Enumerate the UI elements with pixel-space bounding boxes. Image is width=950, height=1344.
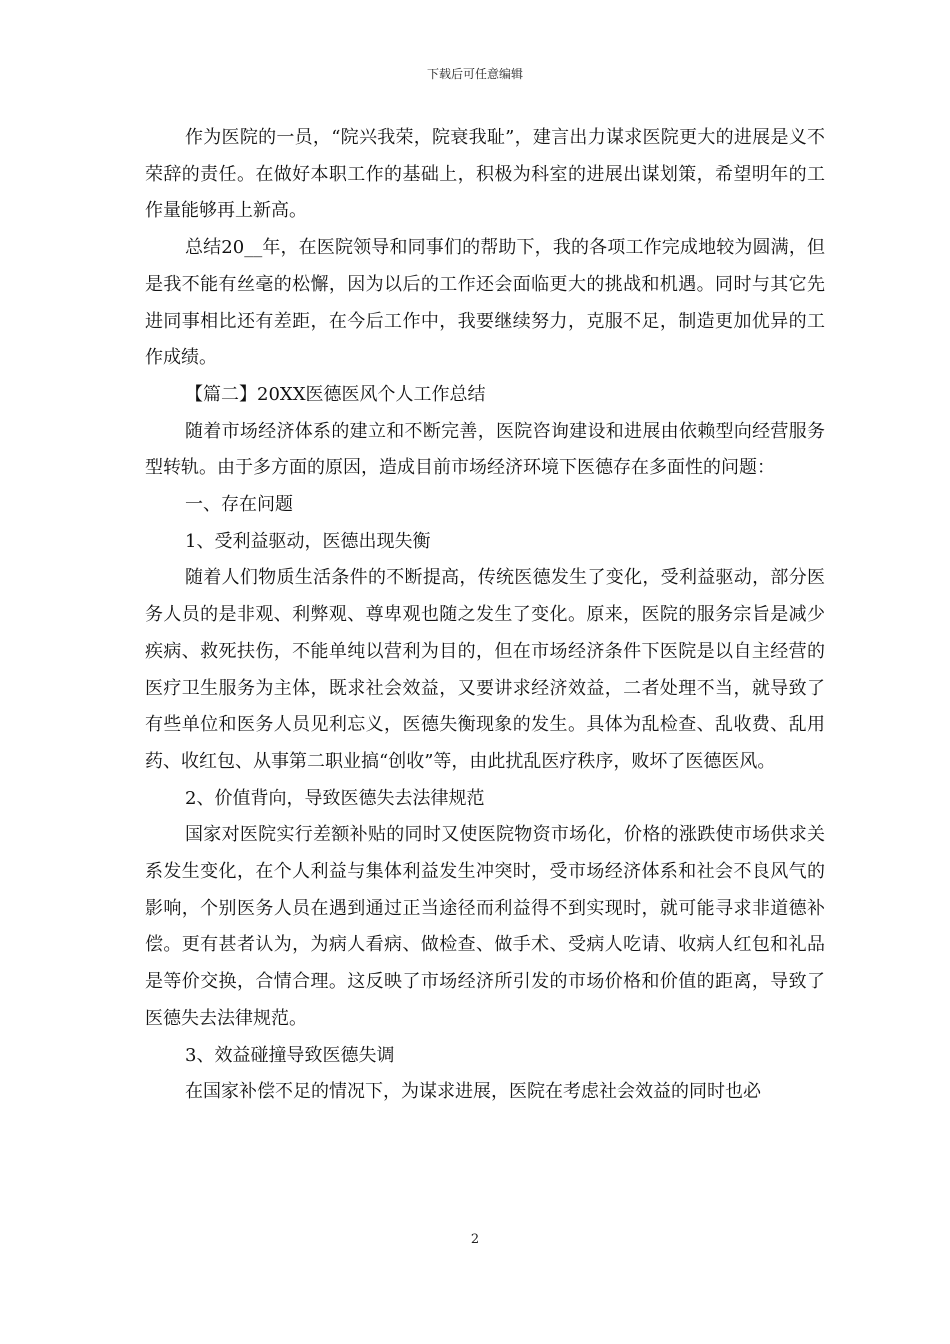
paragraph-profit-driven: 随着人们物质生活条件的不断提高，传统医德发生了变化，受利益驱动，部分医务人员的是非观、利弊观、尊卑观也随之发生了变化。原来，医院的服务宗旨是减少疾病、救死扶伤，不能单纯以营利为目的，但在市场经济条件下医院是以自主经营的医疗卫生服务为主体，既求社会效益，又要讲求经济效益，二者处理不当，就导致了有些单位和医务人员见利忘义，医德失衡现象的发生。具体为乱检查、乱收费、乱用药、收红包、从事第二职业搞“创收”等，由此扰乱医疗秩序，败坏了医德医风。 [145,567,825,772]
subheading-value-divergence: 2、价值背向，导致医德失去法律规范 [185,787,485,809]
section-heading-part-two: 【篇二】20XX医德医风个人工作总结 [185,383,486,405]
paragraph-market-economy: 随着市场经济体系的建立和不断完善，医院咨询建设和进展由依赖型向经营服务型转轨。由于多方面的原因，造成目前市场经济环境下医德存在多面性的问题： [145,420,825,479]
document-body [145,120,825,1111]
page-header: 下载后可任意编辑 [426,67,523,81]
subheading-benefit-collision: 3、效益碰撞导致医德失调 [185,1044,395,1066]
paragraph-value-divergence: 国家对医院实行差额补贴的同时又使医院物资市场化，价格的涨跌使市场供求关系发生变化，在个人利益与集体利益发生冲突时，受市场经济体系和社会不良风气的影响，个别医务人员在遇到通过正当途径而利益得不到实现时，就可能寻求非道德补偿。更有甚者认为，为病人看病、做检查、做手术、受病人吃请、收病人红包和礼品是等价交换，合情合理。这反映了市场经济所引发的市场价格和价值的距离，导致了医德失去法律规范。 [145,824,825,1029]
paragraph-hospital-duty: 作为医院的一员，“院兴我荣，院衰我耻”，建言出力谋求医院更大的进展是义不荣辞的责任。在做好本职工作的基础上，积极为科室的进展出谋划策，希望明年的工作量能够再上新高。 [145,127,825,222]
heading-existing-problems: 一、存在问题 [185,494,293,516]
page-number: 2 [470,1232,480,1247]
paragraph-year-summary: 总结20__年，在医院领导和同事们的帮助下，我的各项工作完成地较为圆满，但是我不能有丝毫的松懈，因为以后的工作还会面临更大的挑战和机遇。同时与其它先进同事相比还有差距，在今后工作中，我要继续努力，克服不足，制造更加优异的工作成绩。 [145,237,825,369]
subheading-profit-driven: 1、受利益驱动，医德出现失衡 [185,530,431,552]
paragraph-benefit-collision: 在国家补偿不足的情况下，为谋求进展，医院在考虑社会效益的同时也必 [185,1081,761,1103]
